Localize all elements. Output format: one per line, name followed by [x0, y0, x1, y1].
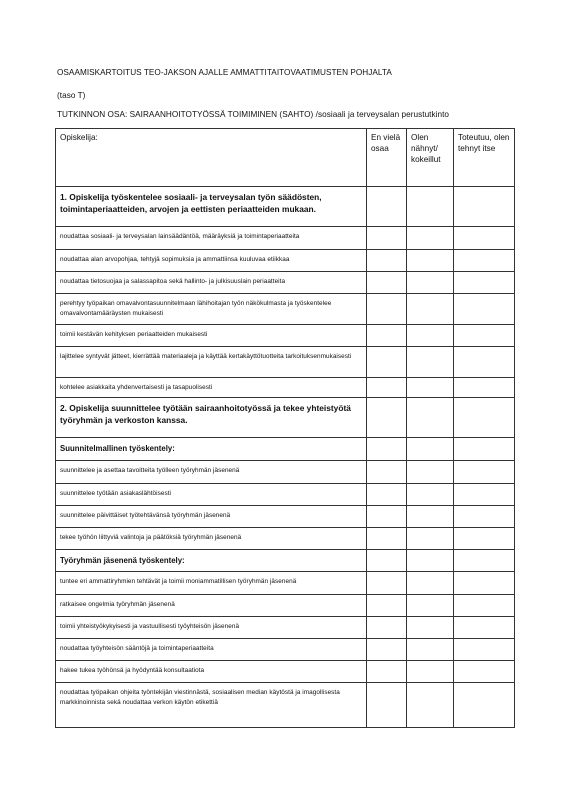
table-row — [56, 461, 515, 484]
col-header-not-yet: En vielä osaa — [367, 129, 407, 187]
criterion-text: noudattaa tietosuojaa ja salassapitoa sekä hallinto- ja julkisuuslain periaatteita — [60, 278, 286, 285]
col-header-seen-tried: Olen nähnyt/ kokeillut — [407, 129, 454, 187]
checkbox-cell[interactable] — [367, 639, 407, 661]
checkbox-cell[interactable] — [407, 325, 454, 347]
section-row — [56, 398, 515, 438]
document-title: OSAAMISKARTOITUS TEO-JAKSON AJALLE AMMATTITAITOVAATIMUSTEN POHJALTA — [57, 68, 392, 77]
checkbox-cell[interactable] — [407, 398, 454, 438]
section-title: 1. Opiskelija työskentelee sosiaali- ja terveysalan työn säädösten, toimintaperiaatteiden, arvojen ja eettisten periaatteiden mukaan. — [60, 192, 322, 214]
checkbox-cell[interactable] — [454, 661, 515, 683]
checkbox-cell[interactable] — [407, 272, 454, 294]
section-row — [56, 187, 515, 227]
table-row — [56, 325, 515, 347]
criterion-text: hakee tukea työhönsä ja hyödyntää konsultaatiota — [60, 667, 205, 674]
table-row — [56, 484, 515, 506]
checkbox-cell[interactable] — [454, 572, 515, 595]
checkbox-cell[interactable] — [407, 639, 454, 661]
checkbox-cell[interactable] — [407, 550, 454, 572]
table-row — [56, 572, 515, 595]
checkbox-cell[interactable] — [407, 484, 454, 506]
checkbox-cell[interactable] — [454, 639, 515, 661]
checkbox-cell[interactable] — [454, 595, 515, 617]
criterion-text: noudattaa alan arvopohjaa, tehtyjä sopimuksia ja ammattiinsa kuuluvaa etiikkaa — [60, 256, 290, 263]
checkbox-cell[interactable] — [407, 572, 454, 595]
table-row — [56, 272, 515, 294]
criterion-text: noudattaa sosiaali- ja terveysalan lainsäädäntöä, määräyksiä ja toimintaperiaatteita — [60, 233, 300, 240]
checkbox-cell[interactable] — [367, 250, 407, 272]
checkbox-cell[interactable] — [367, 550, 407, 572]
col-header-done-myself: Toteutuu, olen tehnyt itse — [454, 129, 515, 187]
student-name-cell[interactable]: Opiskelija: — [56, 129, 367, 187]
checkbox-cell[interactable] — [454, 506, 515, 528]
checkbox-cell[interactable] — [454, 398, 515, 438]
criterion-text: noudattaa työyhteisön sääntöjä ja toimintaperiaatteita — [60, 645, 214, 652]
subsection-title: Suunnitelmallinen työskentely: — [60, 444, 175, 453]
checkbox-cell[interactable] — [367, 398, 407, 438]
table-row — [56, 595, 515, 617]
criterion-text: suunnittelee ja asettaa tavoitteita työlleen työryhmän jäsenenä — [60, 467, 240, 474]
checkbox-cell[interactable] — [367, 227, 407, 250]
checkbox-cell[interactable] — [367, 347, 407, 378]
criterion-text: tekee työhön liittyviä valintoja ja päätöksiä työryhmän jäsenenä — [60, 534, 242, 541]
checkbox-cell[interactable] — [454, 683, 515, 728]
table-row — [56, 294, 515, 325]
criterion-text: suunnittelee työtään asiakaslähtöisesti — [60, 490, 172, 497]
checkbox-cell[interactable] — [367, 506, 407, 528]
table-row — [56, 528, 515, 550]
assessment-table — [55, 128, 515, 728]
checkbox-cell[interactable] — [367, 617, 407, 639]
checkbox-cell[interactable] — [367, 272, 407, 294]
checkbox-cell[interactable] — [407, 617, 454, 639]
criterion-text: tuntee eri ammattiryhmien tehtävät ja toimii moniammatillisen työryhmän jäsenenä — [60, 578, 297, 585]
criterion-text: toimii yhteistyökykyisesti ja vastuullisesti työyhteisön jäsenenä — [60, 623, 240, 630]
checkbox-cell[interactable] — [454, 250, 515, 272]
table-row — [56, 227, 515, 250]
checkbox-cell[interactable] — [407, 347, 454, 378]
section-title: 2. Opiskelija suunnittelee työtään sairaanhoitotyössä ja tekee yhteistyötä työryhmän ja verkoston kanssa. — [60, 403, 351, 425]
table-row — [56, 661, 515, 683]
checkbox-cell[interactable] — [407, 294, 454, 325]
checkbox-cell[interactable] — [454, 461, 515, 484]
table-row — [56, 506, 515, 528]
checkbox-cell[interactable] — [454, 438, 515, 461]
criterion-text: noudattaa työpaikan ohjeita työntekijän viestinnästä, sosiaalisen median käytöstä ja imagollisesta markkinoinnista sekä noudattaa verkon käytön etikettiä — [60, 689, 340, 706]
checkbox-cell[interactable] — [454, 378, 515, 398]
checkbox-cell[interactable] — [407, 187, 454, 227]
checkbox-cell[interactable] — [407, 227, 454, 250]
table-row — [56, 347, 515, 378]
table-header-row — [56, 129, 515, 187]
checkbox-cell[interactable] — [454, 550, 515, 572]
checkbox-cell[interactable] — [367, 528, 407, 550]
checkbox-cell[interactable] — [367, 187, 407, 227]
criterion-text: ratkaisee ongelmia työryhmän jäsenenä — [60, 601, 175, 608]
checkbox-cell[interactable] — [454, 484, 515, 506]
checkbox-cell[interactable] — [454, 528, 515, 550]
table-row — [56, 683, 515, 728]
table-row — [56, 378, 515, 398]
checkbox-cell[interactable] — [454, 325, 515, 347]
checkbox-cell[interactable] — [407, 528, 454, 550]
table-row — [56, 639, 515, 661]
criterion-text: perehtyy työpaikan omavalvontasuunnitelmaan lähihoitajan työn näkökulmasta ja työskentelee omavalvontamääräysten mukaisesti — [60, 300, 332, 317]
checkbox-cell[interactable] — [367, 378, 407, 398]
subsection-row — [56, 550, 515, 572]
criterion-text: kohtelee asiakkaita yhdenvertaisesti ja tasapuolisesti — [60, 384, 213, 391]
checkbox-cell[interactable] — [367, 294, 407, 325]
checkbox-cell[interactable] — [367, 461, 407, 484]
criterion-text: suunnittelee päivittäiset työtehtävänsä työryhmän jäsenenä — [60, 512, 231, 519]
checkbox-cell[interactable] — [367, 572, 407, 595]
checkbox-cell[interactable] — [454, 347, 515, 378]
checkbox-cell[interactable] — [367, 595, 407, 617]
checkbox-cell[interactable] — [407, 378, 454, 398]
checkbox-cell[interactable] — [407, 506, 454, 528]
checkbox-cell[interactable] — [454, 227, 515, 250]
unit-label: TUTKINNON OSA: SAIRAANHOITOTYÖSSÄ TOIMIMINEN (SAHTO) /sosiaali ja terveysalan perustutkinto — [57, 110, 450, 119]
checkbox-cell[interactable] — [367, 484, 407, 506]
checkbox-cell[interactable] — [407, 438, 454, 461]
checkbox-cell[interactable] — [454, 272, 515, 294]
checkbox-cell[interactable] — [407, 683, 454, 728]
checkbox-cell[interactable] — [367, 438, 407, 461]
criterion-text: lajittelee syntyvät jätteet, kierrättää materiaaleja ja käyttää kertakäyttötuotteita tarkoituksenmukaisesti — [60, 353, 352, 360]
table-row — [56, 617, 515, 639]
table-row — [56, 250, 515, 272]
subsection-title: Työryhmän jäsenenä työskentely: — [60, 556, 185, 565]
checkbox-cell[interactable] — [407, 661, 454, 683]
checkbox-cell[interactable] — [407, 461, 454, 484]
checkbox-cell[interactable] — [367, 325, 407, 347]
checkbox-cell[interactable] — [407, 250, 454, 272]
checkbox-cell[interactable] — [454, 294, 515, 325]
level-label: (taso T) — [57, 91, 86, 100]
checkbox-cell[interactable] — [454, 187, 515, 227]
checkbox-cell[interactable] — [454, 617, 515, 639]
checkbox-cell[interactable] — [407, 595, 454, 617]
checkbox-cell[interactable] — [367, 683, 407, 728]
checkbox-cell[interactable] — [367, 661, 407, 683]
subsection-row — [56, 438, 515, 461]
criterion-text: toimii kestävän kehityksen periaatteiden mukaisesti — [60, 331, 208, 338]
